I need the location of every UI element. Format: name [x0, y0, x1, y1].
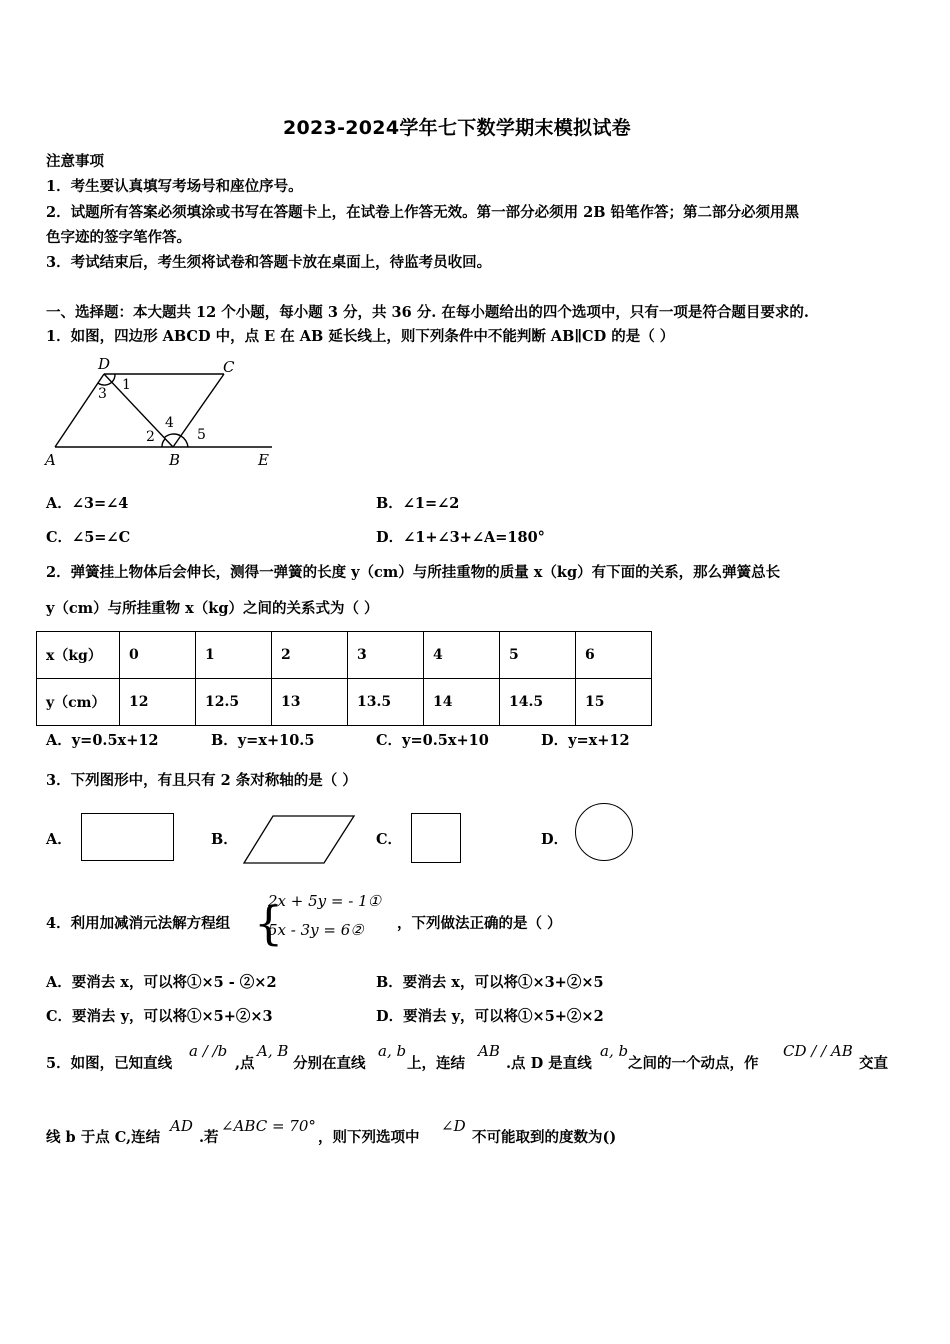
q3-option-d[interactable]: D．: [541, 831, 569, 848]
q5-text-5: .点 D 是直线: [506, 1055, 592, 1072]
notice-item-1: 1．考生要认真填写考场号和座位序号。: [46, 178, 303, 195]
q2-option-a[interactable]: A．y=0.5x+12: [46, 732, 159, 749]
q4-option-c[interactable]: C．要消去 y，可以将①×5+②×3: [46, 1008, 273, 1025]
q3-square-shape: [411, 813, 461, 863]
table-cell: 14.5: [500, 679, 576, 726]
q1-option-a[interactable]: A．∠3=∠4: [46, 495, 129, 512]
table-row: [37, 679, 652, 726]
q5-text-11: 不可能取到的度数为(): [472, 1129, 617, 1146]
q1-stem: 1．如图，四边形 ABCD 中，点 E 在 AB 延长线上，则下列条件中不能判断 AB∥CD 的是（ ）: [46, 328, 675, 345]
table-cell: 15: [576, 679, 652, 726]
q4-option-d[interactable]: D．要消去 y，可以将①×5+②×2: [376, 1008, 604, 1025]
table-cell: x（kg）: [37, 632, 120, 679]
q5-text-8: 线 b 于点 C,连结: [46, 1129, 161, 1146]
q5-math-8: ∠ABC = 70°: [221, 1117, 316, 1135]
label-a: A: [45, 451, 56, 469]
q4-stem-prefix: 4．利用加减消元法解方程组: [46, 915, 231, 932]
q2-data-table: [36, 631, 652, 726]
label-3: 3: [98, 386, 107, 402]
table-cell: 0: [120, 632, 196, 679]
q5-text-10: ，则下列选项中: [318, 1129, 420, 1146]
table-cell: y（cm）: [37, 679, 120, 726]
table-cell: 4: [424, 632, 500, 679]
q1-option-c[interactable]: C．∠5=∠C: [46, 529, 131, 546]
line-da: [55, 374, 104, 447]
q3-parallelogram-shape: [241, 814, 357, 866]
q3-rectangle-shape: [81, 813, 174, 861]
q3-stem: 3．下列图形中，有且只有 2 条对称轴的是（ ）: [46, 772, 357, 789]
q2-option-b[interactable]: B．y=x+10.5: [211, 732, 315, 749]
q4-stem-suffix: ，下列做法正确的是（ ）: [397, 915, 562, 932]
q2-stem-line1: 2．弹簧挂上物体后会伸长，测得一弹簧的长度 y（cm）与所挂重物的质量 x（kg）有下面的关系，那么弹簧总长: [46, 564, 781, 581]
q5-math-7: AD: [170, 1117, 193, 1135]
q2-stem-line2: y（cm）与所挂重物 x（kg）之间的关系式为（ ）: [46, 600, 379, 617]
q1-option-d[interactable]: D．∠1+∠3+∠A=180°: [376, 529, 545, 546]
q4-equation-2: 5x - 3y = 6②: [268, 921, 364, 939]
table-cell: 14: [424, 679, 500, 726]
label-5: 5: [197, 427, 206, 443]
q5-math-9: ∠D: [441, 1117, 466, 1135]
q5-text-7: 交直: [859, 1055, 888, 1072]
table-cell: 3: [348, 632, 424, 679]
section-heading: 一、选择题：本大题共 12 个小题，每小题 3 分，共 36 分. 在每小题给出的四个选项中，只有一项是符合题目要求的.: [46, 304, 809, 321]
q4-brace: {: [254, 896, 284, 950]
q5-math-1: a / /b: [189, 1042, 228, 1060]
q4-option-a[interactable]: A．要消去 x，可以将①×5 - ②×2: [46, 974, 277, 991]
q5-text-2: ,点: [235, 1055, 255, 1072]
q5-math-6: CD / / AB: [783, 1042, 853, 1060]
table-cell: 2: [272, 632, 348, 679]
q5-math-5: a, b: [600, 1042, 629, 1060]
label-4: 4: [165, 415, 174, 431]
table-cell: 13: [272, 679, 348, 726]
table-cell: 13.5: [348, 679, 424, 726]
q5-text-6: 之间的一个动点，作: [628, 1055, 759, 1072]
q5-math-3: a, b: [378, 1042, 407, 1060]
label-c: C: [223, 358, 235, 376]
table-cell: 6: [576, 632, 652, 679]
q5-text-4: 上，连结: [407, 1055, 465, 1072]
notice-item-3: 3．考试结束后，考生须将试卷和答题卡放在桌面上，待监考员收回。: [46, 254, 492, 271]
q3-option-a[interactable]: A．: [46, 831, 72, 848]
table-cell: 12.5: [196, 679, 272, 726]
table-cell: 1: [196, 632, 272, 679]
table-cell: 5: [500, 632, 576, 679]
q5-math-2: A, B: [257, 1042, 289, 1060]
q3-option-c[interactable]: C．: [376, 831, 403, 848]
label-b: B: [169, 451, 181, 469]
table-row: [37, 632, 652, 679]
q4-equation-1: 2x + 5y = - 1①: [268, 892, 382, 910]
label-e: E: [258, 451, 269, 469]
q1-figure: [40, 352, 280, 470]
angle-arc-3: [98, 382, 112, 385]
label-d: D: [98, 355, 111, 373]
q4-option-b[interactable]: B．要消去 x，可以将①×3+②×5: [376, 974, 604, 991]
q2-option-c[interactable]: C．y=0.5x+10: [376, 732, 489, 749]
line-db: [104, 374, 173, 447]
label-2: 2: [146, 429, 155, 445]
notice-heading: 注意事项: [46, 153, 104, 170]
q1-option-b[interactable]: B．∠1=∠2: [376, 495, 460, 512]
angle-arc-5: [181, 436, 188, 447]
q5-text-1: 5．如图，已知直线: [46, 1055, 173, 1072]
q3-circle-shape: [575, 803, 633, 861]
angle-arc-4: [164, 434, 181, 438]
notice-item-2b: 色字迹的签字笔作答。: [46, 229, 191, 246]
notice-item-2a: 2．试题所有答案必须填涂或书写在答题卡上，在试卷上作答无效。第一部分必须用 2B 铅笔作答；第二部分必须用黑: [46, 204, 800, 221]
q5-text-3: 分别在直线: [293, 1055, 366, 1072]
q5-math-4: AB: [478, 1042, 500, 1060]
page-title: 2023-2024学年七下数学期末模拟试卷: [283, 117, 631, 139]
table-cell: 12: [120, 679, 196, 726]
angle-arc-1: [112, 374, 115, 382]
angle-arc-2: [162, 439, 165, 447]
q2-option-d[interactable]: D．y=x+12: [541, 732, 630, 749]
q5-text-9: .若: [199, 1129, 219, 1146]
q3-option-b[interactable]: B．: [211, 831, 238, 848]
label-1: 1: [122, 377, 131, 393]
